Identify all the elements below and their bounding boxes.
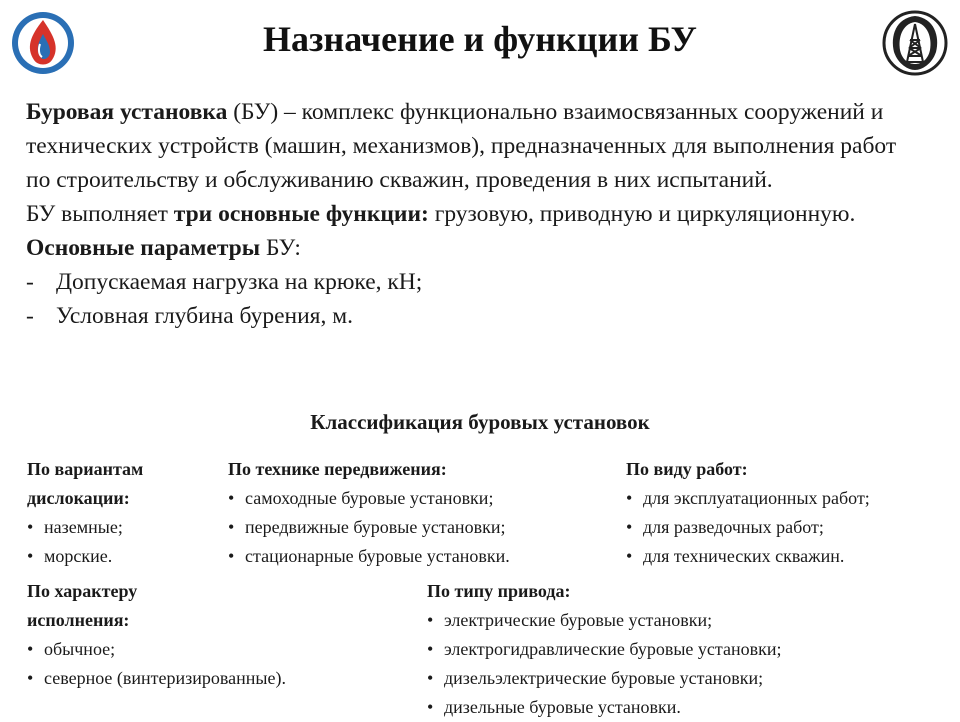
functions-paragraph: [26, 197, 926, 231]
definition-term: Буровая установка: [26, 99, 228, 125]
bullet-icon: •: [27, 517, 34, 537]
list-item-text: для разведочных работ;: [643, 517, 824, 537]
list-item: [27, 635, 407, 664]
bullet-icon: •: [427, 610, 434, 630]
intro-text-block: [26, 95, 926, 333]
list-item-text: передвижные буровые установки;: [245, 517, 506, 537]
bullet-icon: •: [626, 517, 633, 537]
list-item: [27, 542, 217, 571]
param-item: [26, 265, 926, 299]
list-item: [427, 635, 927, 664]
bullet-icon: •: [27, 639, 34, 659]
bullet-icon: •: [228, 546, 235, 566]
functions-text: грузовую, приводную и циркуляционную.: [428, 201, 856, 227]
list-item-text: электрогидравлические буровые установки;: [444, 639, 782, 659]
group-heading: По виду работ:: [626, 459, 748, 479]
param-text: Условная глубина бурения, м.: [56, 303, 353, 329]
list-item-text: стационарные буровые установки.: [245, 546, 510, 566]
bullet-icon: •: [626, 546, 633, 566]
list-item: [228, 513, 618, 542]
definition-text: (БУ) – комплекс функционально взаимосвязанных сооружений и технических устройств (машин, механизмов), предназначенных для выполнения работ по строительству и обслуживанию скважин, проведения в них испытаний.: [26, 99, 897, 193]
param-item: [26, 299, 926, 333]
group-work-type: [626, 455, 956, 571]
list-item-text: обычное;: [44, 639, 116, 659]
list-item: [27, 513, 217, 542]
bullet-icon: •: [27, 668, 34, 688]
group-dislocation: [27, 455, 217, 571]
list-item: [427, 664, 927, 693]
list-item-text: дизельэлектрические буровые установки;: [444, 668, 764, 688]
list-item-text: дизельные буровые установки.: [444, 697, 681, 717]
group-heading: По технике передвижения:: [228, 459, 447, 479]
bullet-icon: •: [228, 488, 235, 508]
list-item: [626, 513, 956, 542]
list-item: [626, 484, 956, 513]
params-heading: [26, 231, 926, 265]
dash-marker: -: [26, 269, 34, 295]
functions-bold: три основные функции:: [173, 201, 429, 227]
drilling-rig-logo-icon: [882, 10, 948, 76]
list-item: [27, 664, 407, 693]
list-item: [626, 542, 956, 571]
group-heading: По вариантам дислокации:: [27, 459, 144, 508]
list-item-text: морские.: [44, 546, 113, 566]
list-item-text: самоходные буровые установки;: [245, 488, 494, 508]
list-item-text: электрические буровые установки;: [444, 610, 713, 630]
bullet-icon: •: [626, 488, 633, 508]
bullet-icon: •: [427, 639, 434, 659]
page-title: Назначение и функции БУ: [263, 19, 697, 59]
group-heading: По типу привода:: [427, 581, 571, 601]
group-movement: [228, 455, 618, 571]
group-drive-type: [427, 577, 927, 722]
list-item: [228, 484, 618, 513]
params-text: БУ:: [260, 235, 301, 261]
bullet-icon: •: [427, 668, 434, 688]
list-item-text: северное (винтеризированные).: [44, 668, 287, 688]
bullet-icon: •: [228, 517, 235, 537]
bullet-icon: •: [427, 697, 434, 717]
classification-title: Классификация буровых установок: [310, 410, 650, 434]
dash-marker: -: [26, 303, 34, 329]
group-character: [27, 577, 407, 693]
list-item: [427, 606, 927, 635]
definition-paragraph: [26, 95, 926, 197]
list-item-text: наземные;: [44, 517, 123, 537]
functions-prefix: БУ выполняет: [26, 201, 174, 227]
group-heading: По характеру исполнения:: [27, 581, 138, 630]
param-text: Допускаемая нагрузка на крюке, кН;: [56, 269, 423, 295]
list-item: [228, 542, 618, 571]
list-item: [427, 693, 927, 722]
list-item-text: для технических скважин.: [643, 546, 845, 566]
company-logo-right: [882, 10, 948, 76]
params-bold: Основные параметры: [26, 235, 261, 261]
bullet-icon: •: [27, 546, 34, 566]
list-item-text: для эксплуатационных работ;: [643, 488, 870, 508]
